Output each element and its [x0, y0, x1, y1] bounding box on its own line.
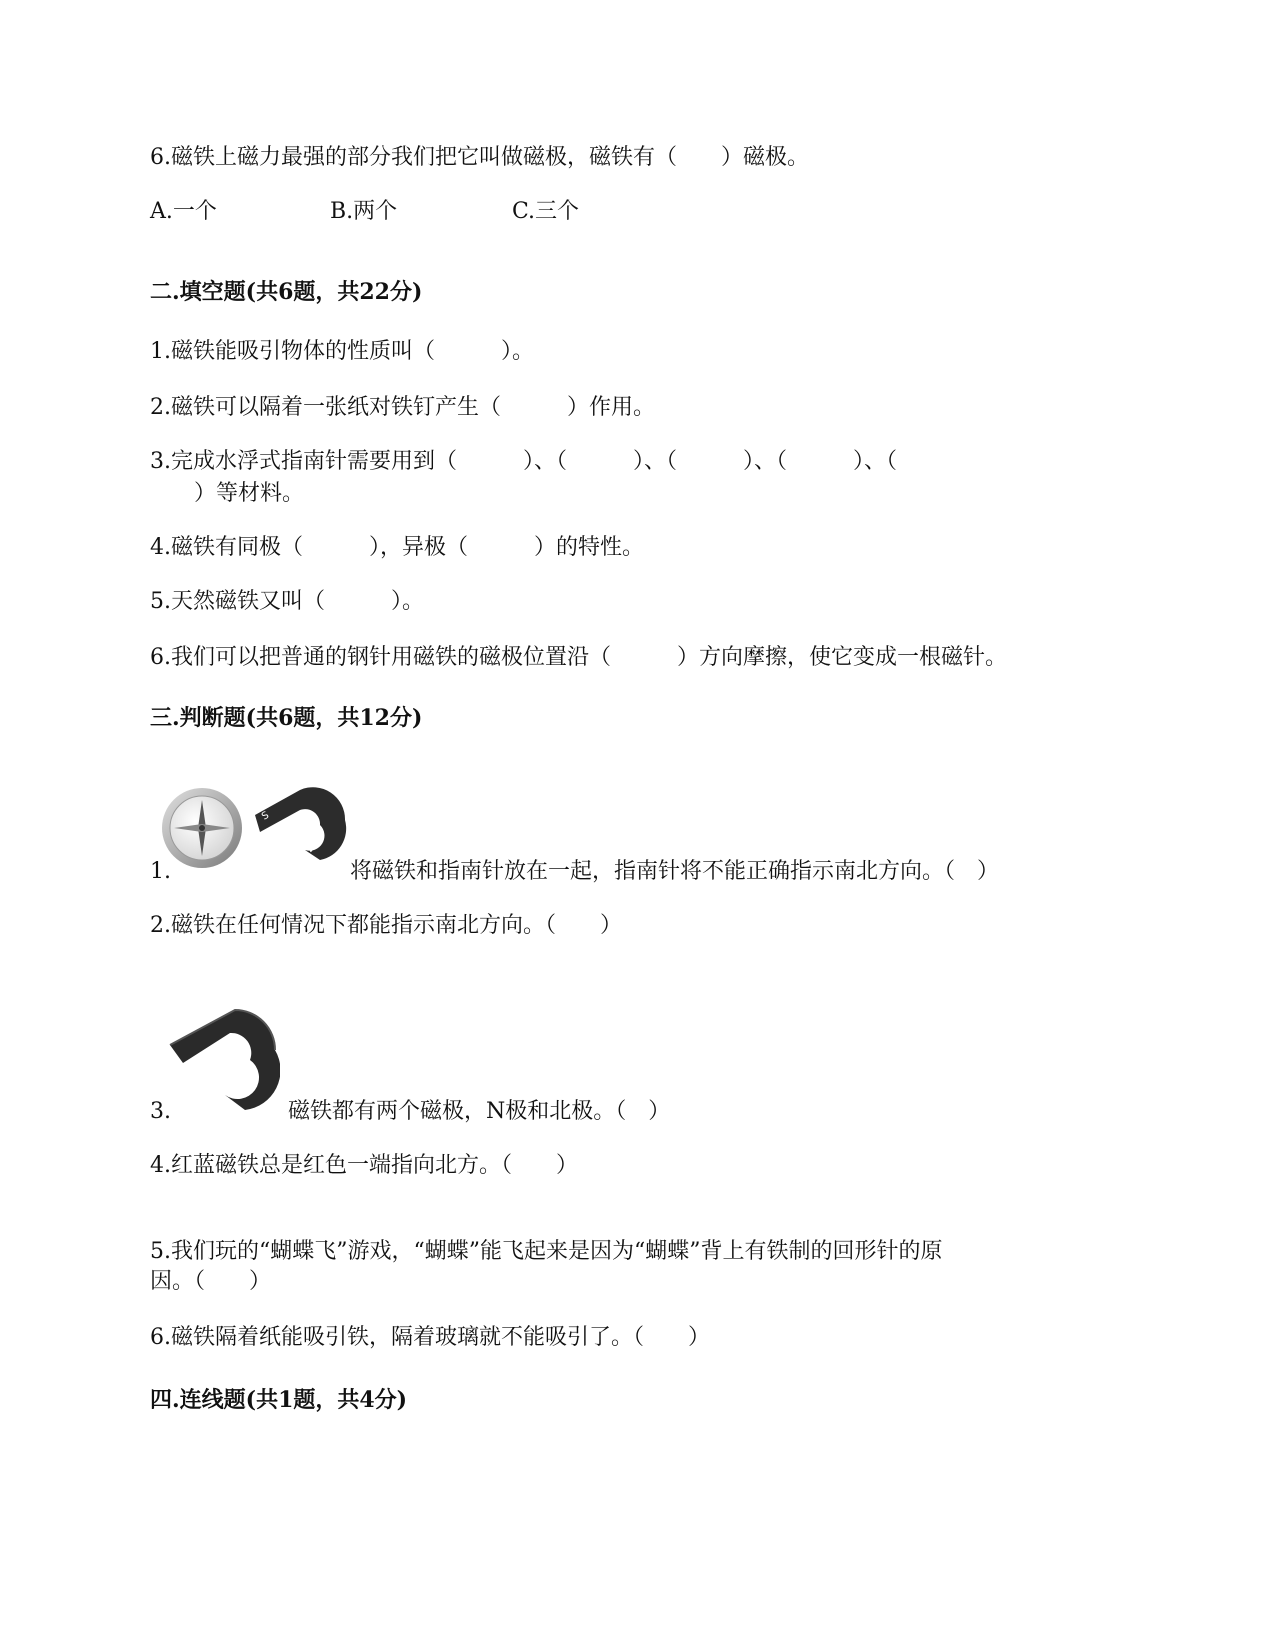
compass-icon [162, 788, 242, 868]
judge-question-1-text: 将磁铁和指南针放在一起，指南针将不能正确指示南北方向。（ ） [350, 859, 1000, 884]
fill-question-3-cont: ）等材料。 [150, 481, 305, 506]
horseshoe-magnet-image [165, 1005, 280, 1115]
judge-question-5-line1: 5.我们玩的“蝴蝶飞”游戏，“蝴蝶”能飞起来是因为“蝴蝶”背上有铁制的回形针的原 [150, 1239, 943, 1264]
magnet-s-label: S [260, 809, 272, 823]
judge-question-3-number: 3. [150, 1099, 171, 1124]
mc-option-b: B.两个 [330, 199, 398, 224]
fill-question-4: 4.磁铁有同极（ ），异极（ ）的特性。 [150, 535, 644, 560]
judge-question-3-text: 磁铁都有两个磁极，N极和北极。（ ） [288, 1099, 671, 1124]
judge-question-6: 6.磁铁隔着纸能吸引铁，隔着玻璃就不能吸引了。（ ） [150, 1325, 710, 1350]
judge-question-5-line2: 因。（ ） [150, 1269, 272, 1294]
fill-question-6: 6.我们可以把普通的钢针用磁铁的磁极位置沿（ ）方向摩擦，使它变成一根磁针。 [150, 645, 1007, 670]
compass-magnet-figure [160, 770, 360, 870]
fill-question-1: 1.磁铁能吸引物体的性质叫（ ）。 [150, 339, 534, 364]
judge-question-2: 2.磁铁在任何情况下都能指示南北方向。（ ） [150, 913, 622, 938]
section-3-heading: 三.判断题(共6题，共12分) [150, 705, 423, 731]
compass-magnet-image [160, 770, 360, 870]
section-4-heading: 四.连线题(共1题，共4分) [150, 1387, 408, 1413]
mc-question-6: 6.磁铁上磁力最强的部分我们把它叫做磁极，磁铁有（ ）磁极。 [150, 145, 809, 170]
judge-question-4: 4.红蓝磁铁总是红色一端指向北方。（ ） [150, 1153, 578, 1178]
magnet-figure [165, 1005, 280, 1115]
fill-question-2: 2.磁铁可以隔着一张纸对铁钉产生（ ）作用。 [150, 395, 655, 420]
magnet-n-label: N [304, 841, 317, 856]
section-2-heading: 二.填空题(共6题，共22分) [150, 279, 423, 305]
horseshoe-magnet-icon [170, 1010, 280, 1110]
judge-question-1-number: 1. [150, 859, 171, 884]
fill-question-3: 3.完成水浮式指南针需要用到（ ）、（ ）、（ ）、（ ）、（ [150, 449, 897, 474]
horseshoe-magnet-icon [255, 787, 346, 860]
mc-option-c: C.三个 [512, 199, 580, 224]
fill-question-5: 5.天然磁铁又叫（ ）。 [150, 589, 424, 614]
mc-option-a: A.一个 [150, 199, 217, 224]
